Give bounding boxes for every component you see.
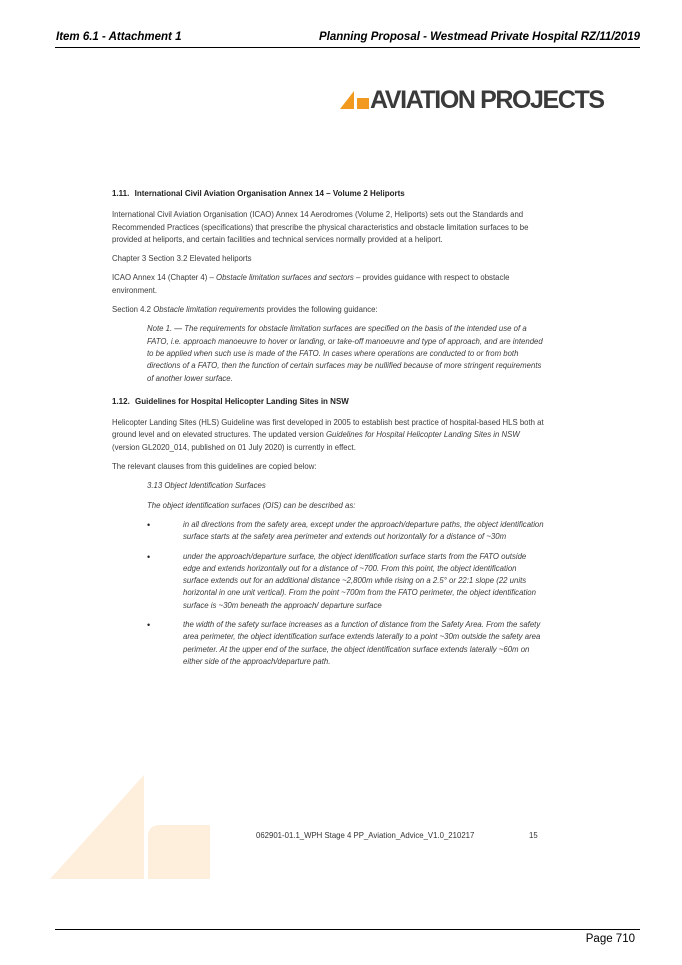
section-number: 1.11. — [112, 189, 130, 198]
text-run: Helicopter Landing Sites (HLS) Guideline was first developed in 2005 to establish best practice of hospital-based HLS both at ground level and on elevated structures. The updated version — [112, 418, 544, 440]
document-page-number: 15 — [529, 831, 538, 840]
paragraph: Chapter 3 Section 3.2 Elevated heliports — [112, 254, 252, 264]
logo-text: AVIATION PROJECTS — [370, 86, 604, 114]
quoted-note: Note 1. — The requirements for obstacle limitation surfaces are specified on the basis of the intended use of a FATO, i.e. approach manoeuvre to hover or landing, or take-off manoeuvre and type of approach, and are intended to be applied when such use is made of the FATO. In cases where operations are conducted to or from both directions of a FATO, then the function of certain surfaces may be nullified because of more stringent requirements of another lower surface. — [147, 324, 543, 383]
text-run-italic: Guidelines for Hospital Helicopter Landing Sites in NSW — [325, 430, 520, 440]
section-heading-1-11 — [112, 188, 544, 200]
document-body — [112, 188, 544, 675]
list-item: • under the approach/departure surface, the object identification surface starts from the FATO outside edge and extends horizontally out for a distance of ~700. From this point, the object identification surface extends out for an additional distance ~2,800m while rising on a 2.5° or 22:1 slope (22 units horizontal in one unit vertical). From the point ~700m from the FATO perimeter, the object identification surface is ~30m beneath the approach/ departure surface — [147, 551, 544, 612]
text-run-italic: Obstacle limitation requirements — [153, 305, 265, 315]
paragraph: The relevant clauses from this guidelines are copied below: — [112, 462, 317, 472]
clause-intro: The object identification surfaces (OIS) can be described as: — [147, 500, 356, 510]
section-title: Guidelines for Hospital Helicopter Landing Sites in NSW — [135, 396, 349, 406]
clause-heading: 3.13 Object Identification Surfaces — [147, 481, 266, 491]
paragraph — [112, 304, 544, 316]
header-document-title: Planning Proposal - Westmead Private Hospital RZ/11/2019 — [318, 31, 640, 43]
header-item-label: Item 6.1 - Attachment 1 — [56, 31, 182, 43]
section-number: 1.12. — [112, 396, 130, 406]
background-watermark-icon — [50, 775, 210, 885]
list-item: • in all directions from the safety area, except under the approach/departure paths, the object identification surface starts at the safety area perimeter and extends out horizontally for a distance of ~30m — [147, 519, 544, 544]
text-run-italic: Obstacle limitation surfaces and sectors — [216, 273, 354, 283]
logo-mark-icon — [340, 89, 370, 109]
section-heading-1-12 — [112, 396, 544, 408]
list-item: • the width of the safety surface increases as a function of distance from the Safety Area. From the safety area perimeter, the object identification surface extends laterally to a point ~30m outside the safety area perimeter. At the upper end of the surface, the object identification surface extends laterally ~60m on either side of the approach/departure path. — [147, 619, 544, 668]
footer-divider — [55, 929, 640, 930]
page-header — [55, 31, 640, 48]
text-run: – provides guidance with respect to obstacle environment. — [112, 273, 510, 295]
page-number: Page 710 — [585, 933, 635, 945]
text-run: ICAO Annex 14 (Chapter 4) – — [112, 273, 217, 283]
paragraph — [112, 417, 544, 454]
paragraph — [112, 272, 544, 297]
section-title: International Civil Aviation Organisation Annex 14 – Volume 2 Heliports — [134, 189, 405, 198]
bullet-list — [147, 519, 544, 668]
text-run: provides the following guidance: — [264, 305, 378, 315]
document-footer — [256, 831, 538, 840]
paragraph: International Civil Aviation Organisation (ICAO) Annex 14 Aerodromes (Volume 2, Heliports) sets out the Standards and Recommended Practices (specifications) that prescribe the physical characteristics and obstacle limitation surfaces to be provided at heliports, and certain facilities and technical services normally provided at a heliport. — [112, 210, 529, 244]
text-run: (version GL2020_014, published on 01 July 2020) is currently in effect. — [112, 442, 356, 452]
document-reference: 062901-01.1_WPH Stage 4 PP_Aviation_Advice_V1.0_210217 — [256, 831, 475, 840]
text-run: Section 4.2 — [112, 305, 154, 315]
